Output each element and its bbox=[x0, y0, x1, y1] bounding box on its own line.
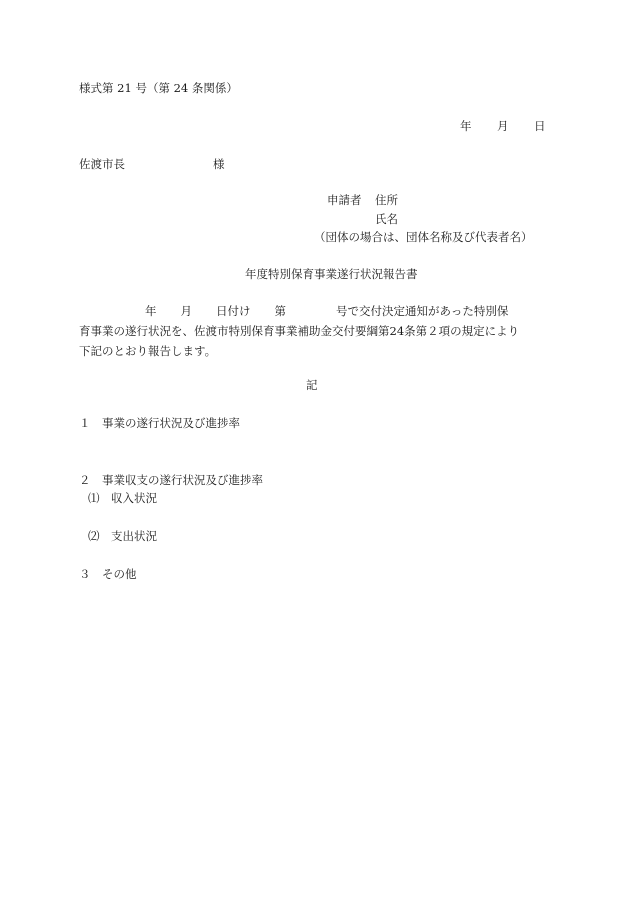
form-number: 様式第 21 号（第 24 条関係） bbox=[79, 81, 238, 95]
item-3: ３ その他 bbox=[79, 567, 137, 581]
body-dated: 日付け bbox=[216, 304, 251, 318]
item-1: １ 事業の遂行状況及び進捗率 bbox=[79, 416, 240, 430]
body-paragraph bbox=[79, 301, 549, 361]
applicant-address-label: 住所 bbox=[375, 193, 398, 207]
body-year: 年 bbox=[145, 304, 157, 318]
date-day: 日 bbox=[534, 119, 546, 133]
applicant-group-note: （団体の場合は、団体名称及び代表者名） bbox=[314, 230, 533, 244]
body-line-1 bbox=[79, 301, 549, 321]
applicant-name-label: 氏名 bbox=[375, 212, 398, 226]
date-month: 月 bbox=[497, 119, 509, 133]
addressee-name: 佐渡市長 bbox=[79, 157, 125, 171]
body-line-3: 下記のとおり報告します。 bbox=[79, 344, 217, 358]
body-month: 月 bbox=[180, 304, 192, 318]
item-2-1: ⑴ 収入状況 bbox=[88, 491, 157, 505]
applicant-label: 申請者 bbox=[327, 193, 362, 207]
item-2: ２ 事業収支の遂行状況及び進捗率 bbox=[79, 473, 263, 487]
body-line-2: 育事業の遂行状況を、佐渡市特別保育事業補助金交付要綱第24条第２項の規定により bbox=[79, 324, 520, 338]
body-line-1-rest: 号で交付決定通知があった特別保 bbox=[336, 304, 509, 318]
ki-heading: 記 bbox=[306, 378, 318, 392]
item-2-2: ⑵ 支出状況 bbox=[88, 529, 157, 543]
addressee-honorific: 様 bbox=[213, 157, 225, 171]
body-number-prefix: 第 bbox=[274, 304, 286, 318]
document-title: 年度特別保育事業遂行状況報告書 bbox=[245, 267, 418, 281]
date-year: 年 bbox=[460, 119, 472, 133]
